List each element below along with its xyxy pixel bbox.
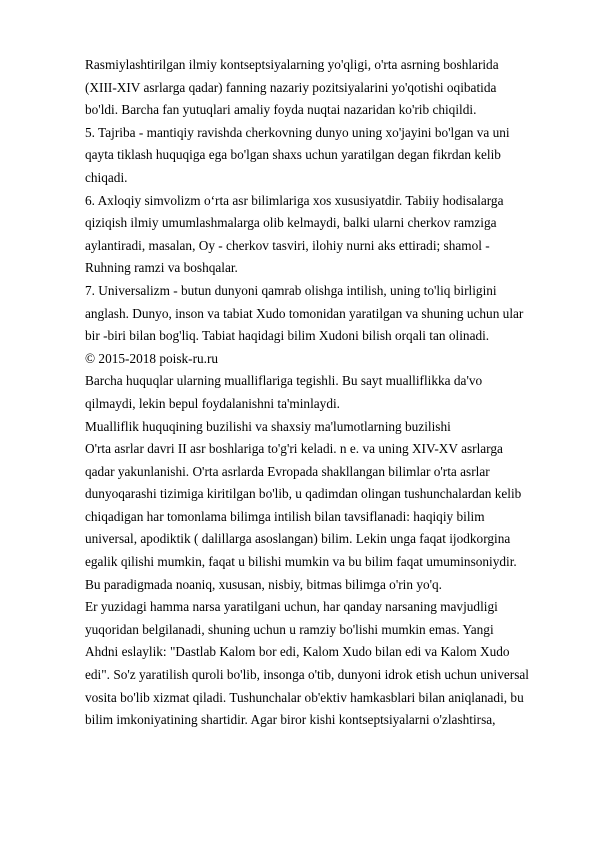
text-line: Rasmiylashtirilgan ilmiy kontseptsiyalarning yo'qligi, o'rta asrning boshlarida bbox=[85, 57, 499, 72]
text-line: Ruhning ramzi va boshqalar. bbox=[85, 260, 238, 276]
text-line: qayta tiklash huquqiga ega bo'lgan shaxs uchun yaratilgan degan fikrdan kelib bbox=[85, 147, 501, 163]
text-line: Bu paradigmada noaniq, xususan, nisbiy, bitmas bilimga o'rin yo'q. bbox=[85, 576, 442, 592]
text-line: qadar yakunlanishi. O'rta asrlarda Evropada shakllangan bilimlar o'rta asrlar bbox=[85, 463, 490, 479]
text-line: aylantiradi, masalan, Oy - cherkov tasviri, ilohiy nurni aks ettiradi; shamol - bbox=[85, 237, 490, 253]
text-line: anglash. Dunyo, inson va tabiat Xudo tomonidan yaratilgan va shuning uchun ular bbox=[85, 305, 524, 321]
text-line: 7. Universalizm - butun dunyoni qamrab olishga intilish, uning to'liq birligini bbox=[85, 282, 497, 298]
text-line: qilmaydi, lekin bepul foydalanishni ta'minlaydi. bbox=[85, 395, 340, 411]
text-line: yuqoridan belgilanadi, shuning uchun u ramziy bo'lishi mumkin emas. Yangi bbox=[85, 621, 494, 637]
text-line: chiqadigan har tomonlama bilimga intilish bilan tavsiflanadi: haqiqiy bilim bbox=[85, 508, 485, 524]
text-line: O'rta asrlar davri II asr boshlariga to'g'ri keladi. n e. va uning XIV-XV asrlarga bbox=[85, 441, 503, 457]
copyright-line: © 2015-2018 poisk-ru.ru bbox=[85, 350, 219, 366]
document-body bbox=[85, 54, 555, 732]
text-line: chiqadi. bbox=[85, 169, 128, 185]
text-line: Barcha huquqlar ularning mualliflariga tegishli. Bu sayt mualliflikka da'vo bbox=[85, 373, 483, 389]
text-line: 5. Tajriba - mantiqiy ravishda cherkovning dunyo uning xo'jayini bo'lgan va uni bbox=[85, 124, 510, 140]
text-line: Ahdni eslaylik: "Dastlab Kalom bor edi, Kalom Xudo bilan edi va Kalom Xudo bbox=[85, 644, 510, 660]
text-line: bo'ldi. Barcha fan yutuqlari amaliy foyda nuqtai nazaridan ko'rib chiqildi. bbox=[85, 102, 477, 118]
text-line: egalik qilishi mumkin, faqat u bilishi mumkin va bu bilim faqat umuminsoniydir. bbox=[85, 554, 517, 570]
text-line: dunyoqarashi tizimiga kiritilgan bo'lib, u qadimdan olingan tushunchalardan kelib bbox=[85, 486, 522, 502]
text-line: bir -biri bilan bog'liq. Tabiat haqidagi bilim Xudoni bilish orqali tan olinadi. bbox=[85, 328, 490, 344]
text-line: Mualliflik huquqining buzilishi va shaxsiy ma'lumotlarning buzilishi bbox=[85, 418, 451, 434]
text-line: vosita bo'lib xizmat qiladi. Tushunchalar ob'ektiv hamkasblari bilan aniqlanadi, bu bbox=[85, 689, 524, 705]
text-line: universal, apodiktik ( dalillarga asoslangan) bilim. Lekin unga faqat ijodkorgina bbox=[85, 531, 511, 547]
text-line: edi". So'z yaratilish quroli bo'lib, insonga o'tib, dunyoni idrok etish uchun universal bbox=[85, 667, 529, 683]
text-line: qiziqish ilmiy umumlashmalarga olib kelmaydi, balki ularni cherkov ramziga bbox=[85, 215, 497, 231]
text-line: (XIII-XIV asrlarga qadar) fanning nazariy pozitsiyalarini yo'qotishi oqibatida bbox=[85, 79, 497, 95]
text-line: bilim imkoniyatining shartidir. Agar biror kishi kontseptsiyalarni o'zlashtirsa, bbox=[85, 712, 496, 728]
text-line: 6. Axloqiy simvolizm o‘rta asr bilimlariga xos xususiyatdir. Tabiiy hodisalarga bbox=[85, 192, 504, 208]
text-line: Er yuzidagi hamma narsa yaratilgani uchun, har qanday narsaning mavjudligi bbox=[85, 599, 498, 615]
